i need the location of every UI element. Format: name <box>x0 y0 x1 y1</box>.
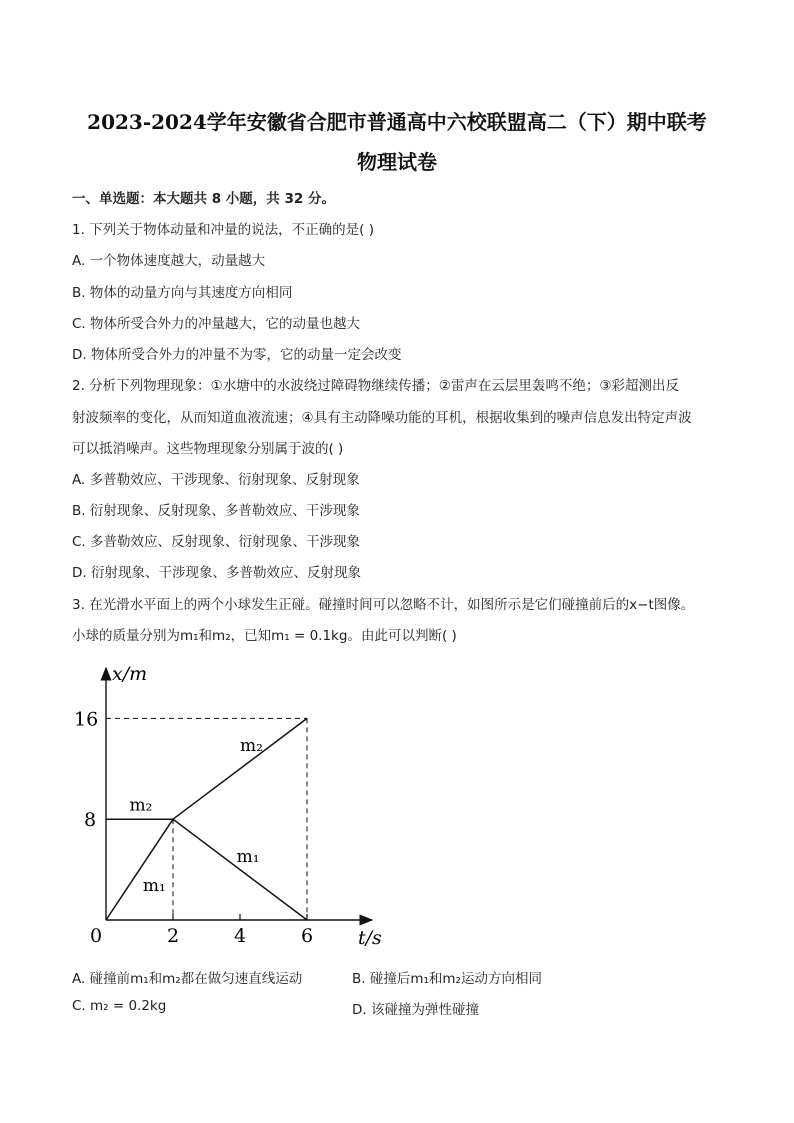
q2-option-a: A. 多普勒效应、干涉现象、衍射现象、反射现象 <box>72 472 360 488</box>
xt-graph-svg <box>74 660 398 960</box>
q3-option-a: A. 碰撞前m₁和m₂都在做匀速直线运动 <box>72 971 303 987</box>
series-line-3 <box>173 819 307 920</box>
x-axis-label: t/s <box>358 927 382 949</box>
q3-stem-line-1: 3. 在光滑水平面上的两个小球发生正碰。碰撞时间可以忽略不计，如图所示是它们碰撞前后的x−t图像。 <box>72 597 695 613</box>
y-tick-label-0: 8 <box>84 809 97 832</box>
y-tick-label-1: 16 <box>74 708 99 731</box>
q2-option-d: D. 衍射现象、干涉现象、多普勒效应、反射现象 <box>72 565 361 581</box>
q1-stem: 1. 下列关于物体动量和冲量的说法，不正确的是( ) <box>72 222 374 238</box>
x-tick-label-2: 4 <box>234 925 247 947</box>
q1-option-d: D. 物体所受合外力的冲量不为零，它的动量一定会改变 <box>72 347 402 363</box>
series-line-2 <box>173 718 307 819</box>
q3-stem-line-2: 小球的质量分别为m₁和m₂，已知m₁ = 0.1kg。由此可以判断( ) <box>72 628 457 644</box>
series-label-0: m₂ <box>129 795 153 816</box>
series-label-1: m₁ <box>142 876 166 897</box>
q2-stem-line-2: 射波频率的变化，从而知道血液流速；④具有主动降噪功能的耳机，根据收集到的噪声信息发出特定声波 <box>72 410 692 426</box>
q2-stem-line-3: 可以抵消噪声。这些物理现象分别属于波的( ) <box>72 441 344 457</box>
x-tick-label-0: 0 <box>90 925 103 947</box>
page-subtitle: 物理试卷 <box>357 150 437 174</box>
q2-option-b: B. 衍射现象、反射现象、多普勒效应、干涉现象 <box>72 503 360 519</box>
series-line-1 <box>106 819 173 920</box>
q1-option-a: A. 一个物体速度越大，动量越大 <box>72 253 266 269</box>
q1-option-c: C. 物体所受合外力的冲量越大，它的动量也越大 <box>72 316 361 332</box>
q3-option-b: B. 碰撞后m₁和m₂运动方向相同 <box>352 971 542 987</box>
q2-stem-line-1: 2. 分析下列物理现象：①水塘中的水波绕过障碍物继续传播；②雷声在云层里轰鸣不绝；③彩超测出反 <box>72 378 679 394</box>
q1-option-b: B. 物体的动量方向与其速度方向相同 <box>72 285 293 301</box>
x-tick-label-1: 2 <box>167 925 180 947</box>
x-tick-label-3: 6 <box>301 925 314 947</box>
series-label-3: m₁ <box>236 847 260 868</box>
xt-graph <box>74 660 398 964</box>
section-heading: 一、单选题：本大题共 8 小题，共 32 分。 <box>72 191 335 207</box>
q2-option-c: C. 多普勒效应、反射现象、衍射现象、干涉现象 <box>72 534 361 550</box>
y-axis-label: x/m <box>112 663 148 685</box>
q3-option-d: D. 该碰撞为弹性碰撞 <box>352 1002 479 1018</box>
page-title: 2023-2024学年安徽省合肥市普通高中六校联盟高二（下）期中联考 <box>87 110 707 134</box>
series-label-2: m₂ <box>240 736 263 757</box>
q3-option-c: C. m₂ = 0.2kg <box>72 998 167 1014</box>
